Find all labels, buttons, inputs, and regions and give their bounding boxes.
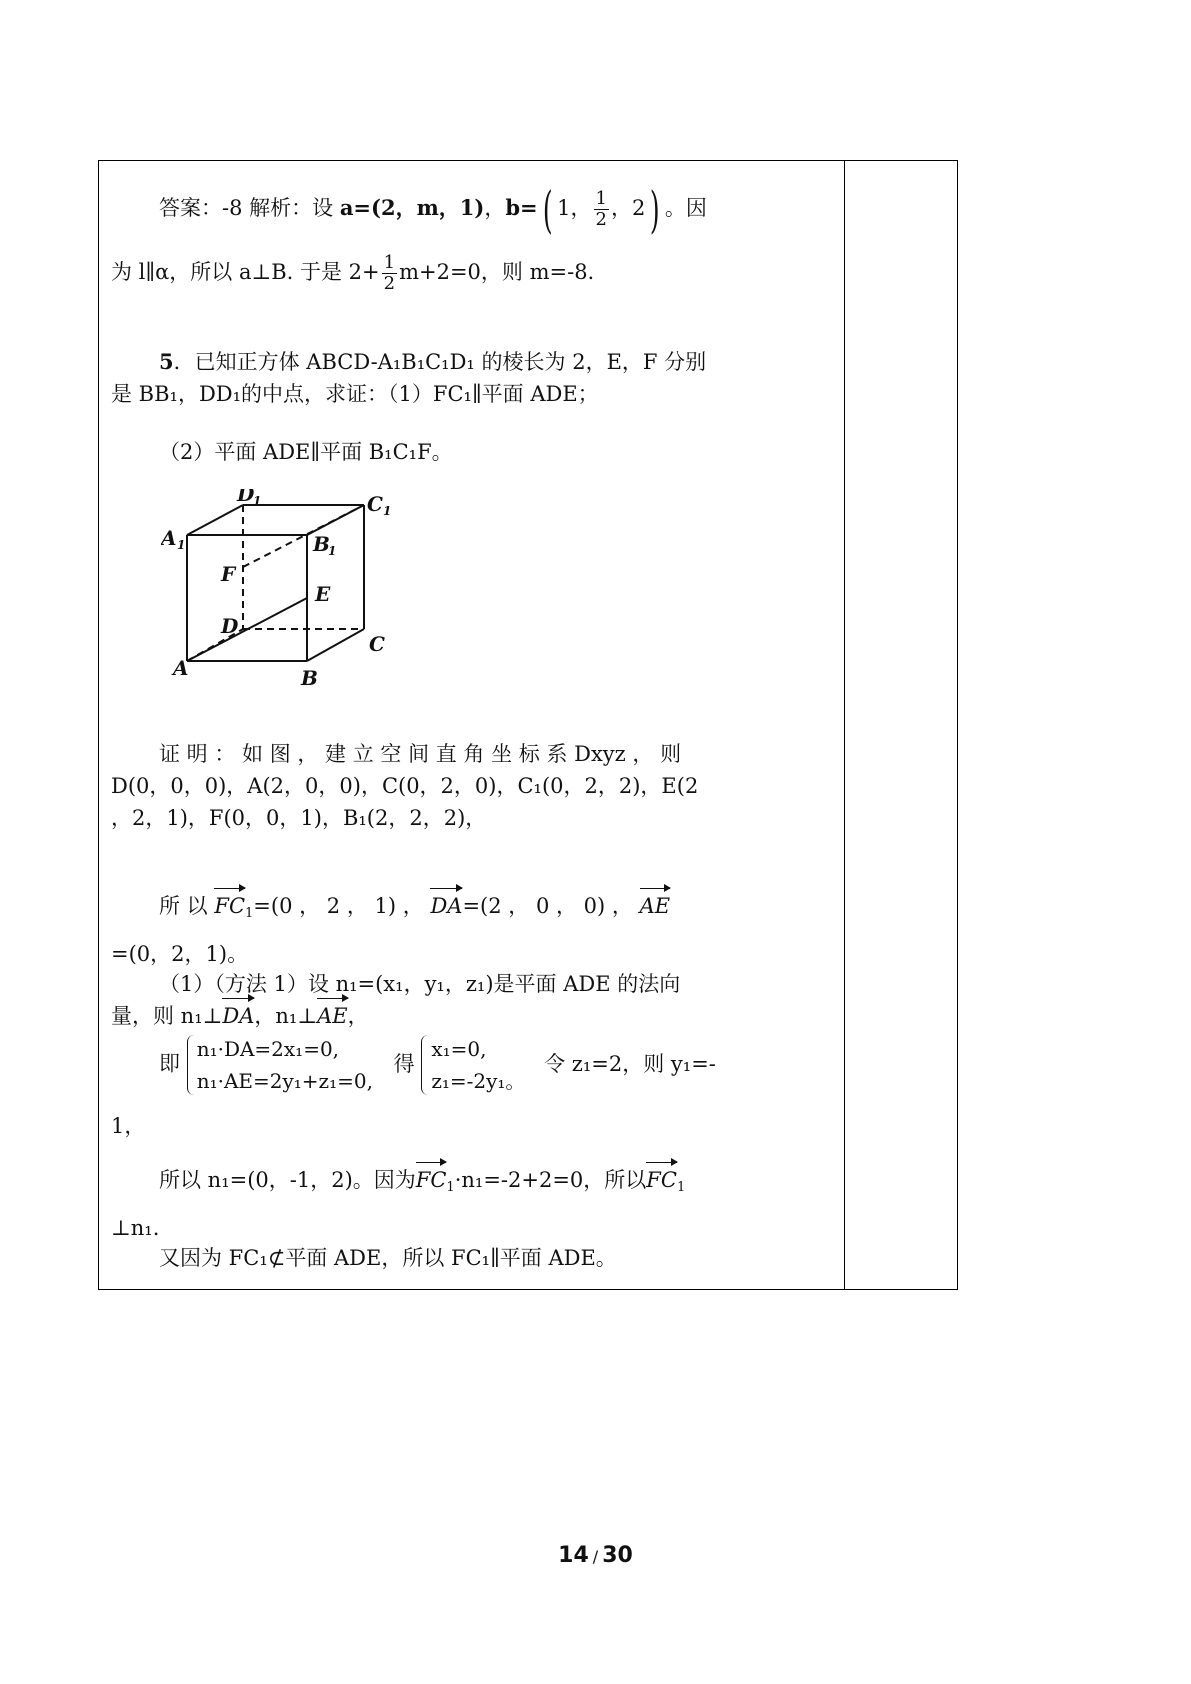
svg-text:1: 1 [177,538,186,552]
proof-text-2: D(0，0，0)，A(2，0，0)，C(0，2，0)，C₁(0，2，2)，E(2 [111,774,699,798]
answer-suffix: 。因 [664,196,707,220]
proof-line-11 [111,1213,833,1243]
equation-system-line: 即 n₁·DA=2x₁=0, n₁·AE=2y₁+z₁=0, 得 x₁=0, z₁=-2y₁。 令 z₁=2，则 y₁=- [111,1033,833,1097]
right-paren: ) [650,180,660,239]
vector-AE: AE [640,891,671,921]
problem-text-1: ．已知正方体 ABCD-A₁B₁C₁D₁ 的棱长为 2，E，F 分别 [173,350,707,374]
proof-text-3: ，2，1)，F(0，0，1)，B₁(2，2，2)， [111,806,487,830]
label-F: F [221,562,236,586]
cube-diagram [161,489,421,689]
left-paren: ( [542,180,553,239]
label-C1: C [367,492,383,516]
problem-line-1 [111,347,833,377]
label-A: A [173,656,189,680]
page-separator: / [592,1547,599,1566]
label-C: C [369,632,385,656]
proof-text-9: 1， [111,1114,146,1138]
cube-figure [161,489,421,689]
label-D1: D [237,489,255,506]
answer-line-2a: 为 l∥α，所以 a⊥B. 于是 2+ [111,260,380,284]
proof-line-4: 所 以 $FC_1=(0$ ， 2 ， 1) ， DA=(2 ， 0 ， 0) ， AE [111,891,833,929]
equation-system-1: n₁·DA=2x₁=0, n₁·AE=2y₁+z₁=0, [187,1033,373,1097]
answer-line-1: 答案：-8 解析：设 a=(2，m，1)，b=( 1， $\frac{1}{2}$ ，2) 。因 [159,180,707,239]
answer-line-2b: m+2=0，则 m=-8. [399,260,595,284]
answer-table [98,160,958,1290]
proof-line-1 [111,739,833,769]
fraction-half-2: $\frac{1}{2}$ [383,252,396,294]
svg-text:1: 1 [328,544,337,558]
label-D: D [221,614,239,638]
proof-line-2 [111,771,833,801]
vector-DA: DA [430,891,462,921]
problem-number: 5 [159,349,174,374]
svg-text:1: 1 [383,504,392,518]
page-current: 14 [558,1543,589,1568]
problem-line-3 [111,437,833,467]
proof-line-5 [111,939,833,969]
page-total: 30 [602,1543,633,1568]
vector-DA-2: DA [222,1001,254,1031]
fraction-half: $\frac{1}{2}$ [595,188,607,230]
equation-system-2: x₁=0, z₁=-2y₁。 [421,1033,525,1097]
proof-line-9 [111,1111,833,1141]
label-B: B [301,666,318,689]
proof-text-1: 证 明 ： 如 图 ， 建 立 空 间 直 角 坐 标 系 Dxyz ， 则 [159,742,682,766]
answer-prefix: 答案：-8 解析：设 [159,196,340,220]
vector-b-part1: 1， [557,196,592,220]
vector-AE-2: AE [317,1001,348,1031]
proof-text-12: 又因为 FC₁⊄平面 ADE，所以 FC₁∥平面 ADE。 [159,1246,617,1270]
proof-line-3 [111,803,833,833]
label-B1: B [313,532,330,556]
proof-text-6: （1）（方法 1）设 n₁=(x₁，y₁，z₁)是平面 ADE 的法向 [159,972,681,996]
vector-b-label: b= [505,195,538,220]
vector-FC1: FC [214,891,245,921]
vector-a: a=(2，m，1) [339,195,485,220]
vector-b-part3: ，2 [610,196,646,220]
label-E: E [315,582,331,606]
label-A1: A [161,526,177,550]
proof-text-11: ⊥n₁. [111,1216,160,1240]
proof-line-7: 量，则 n₁⊥DA，n₁⊥AE， [111,1001,833,1031]
page-number [0,1543,1191,1568]
proof-line-6 [111,969,833,999]
proof-line-10: 所以 n₁=(0，-1，2)。因为$FC_1\cdot n_1=-2+2=0$，所以$FC_1$ [111,1165,833,1203]
proof-line-12 [111,1243,833,1273]
answer-line-2 [111,253,833,294]
svg-text:1: 1 [253,494,262,508]
vector-FC1-3: FC [646,1165,677,1195]
proof-text-5: =(0，2，1)。 [111,942,249,966]
vector-FC1-2: FC [416,1165,447,1195]
problem-line-2 [111,379,833,409]
problem-text-2: 是 BB₁，DD₁的中点，求证：（1）FC₁∥平面 ADE； [111,382,599,406]
table-column-divider [844,161,845,1289]
problem-text-3: （2）平面 ADE∥平面 B₁C₁F。 [159,440,453,464]
table-left-cell [111,161,833,1289]
